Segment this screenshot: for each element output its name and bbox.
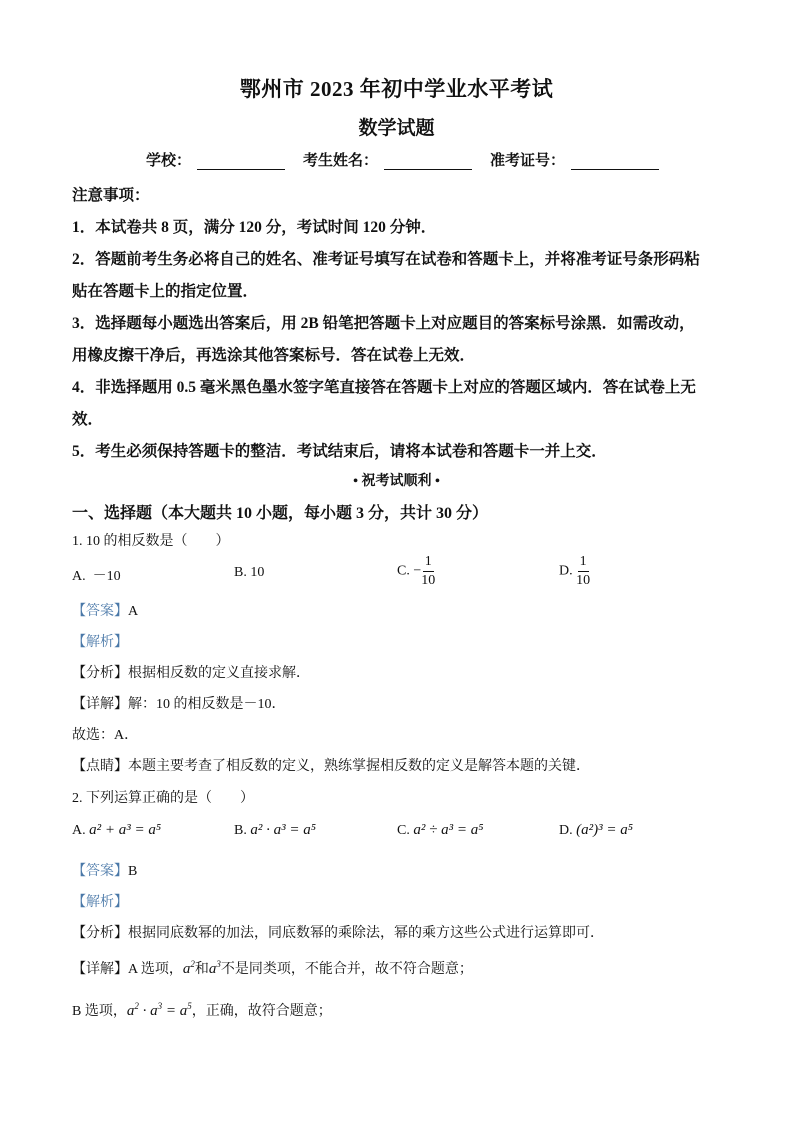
ticket-blank	[571, 155, 659, 170]
ticket-label: 准考证号：	[490, 153, 566, 169]
q1-option-c: C. − $\frac{1}{10}$	[397, 554, 436, 588]
q1-stem: 1. 10 的相反数是（ ）	[72, 534, 230, 549]
q1-answer: 【答案】A	[72, 604, 139, 619]
notice-item-3: 3．选择题每小题选出答案后，用 2B 铅笔把答题卡上对应题目的答案标号涂黑．如需改动，	[72, 315, 695, 332]
notice-item-4: 4．非选择题用 0.5 毫米黑色墨水签字笔直接答在答题卡上对应的答题区域内．答在试卷上无	[72, 379, 696, 396]
q1-xiangjie: 【详解】解：10 的相反数是－10．	[72, 697, 286, 712]
name-blank	[384, 155, 472, 170]
q1-choice: 故选：A．	[72, 728, 139, 743]
q2-analysis-label: 【解析】	[72, 895, 128, 910]
good-luck-text: • 祝考试顺利 •	[353, 474, 440, 489]
name-label: 考生姓名：	[303, 153, 379, 169]
q1-option-d: D. $\frac{1}{10}$	[559, 554, 591, 588]
section-heading: 一、选择题（本大题共 10 小题，每小题 3 分，共计 30 分）	[72, 505, 489, 522]
q1-dianjing: 【点睛】本题主要考查了相反数的定义，熟练掌握相反数的定义是解答本题的关键．	[72, 759, 590, 774]
q1-option-b: B. 10	[234, 565, 265, 580]
exam-title: 鄂州市 2023 年初中学业水平考试	[239, 77, 554, 101]
notice-item-1: 1．本试卷共 8 页，满分 120 分，考试时间 120 分钟．	[72, 219, 437, 236]
notice-item-2-cont: 贴在答题卡上的指定位置．	[72, 283, 259, 300]
q2-answer: 【答案】B	[72, 864, 138, 879]
q2-option-b: B. a² · a³ = a⁵	[234, 822, 316, 838]
school-blank	[197, 155, 285, 170]
q2-stem: 2. 下列运算正确的是（ ）	[72, 791, 254, 806]
notice-item-5: 5．考生必须保持答题卡的整洁．考试结束后，请将本试卷和答题卡一并上交．	[72, 443, 607, 460]
student-info-fields	[146, 149, 677, 170]
q2-fenxi: 【分析】根据同底数幂的加法，同底数幂的乘除法，幂的乘方这些公式进行运算即可．	[72, 926, 604, 941]
notice-item-3-cont: 用橡皮擦干净后，再选涂其他答案标号．答在试卷上无效．	[72, 347, 476, 364]
q1-option-a: A. －10	[72, 569, 121, 584]
name-field	[303, 149, 472, 170]
notice-item-2: 2．答题前考生务必将自己的姓名、准考证号填写在试卷和答题卡上，并将准考证号条形码粘	[72, 251, 700, 268]
q1-analysis-label: 【解析】	[72, 635, 128, 650]
notice-heading: 注意事项：	[72, 187, 150, 204]
q1-fenxi: 【分析】根据相反数的定义直接求解．	[72, 666, 310, 681]
exam-subtitle: 数学试题	[358, 118, 435, 139]
q2-xiangjie: 【详解】A 选项，$a^2$和$a^3$不是同类项，不能合并，故不符合题意；	[72, 959, 473, 977]
q2-option-d: D. (a²)³ = a⁵	[559, 822, 633, 838]
q2-option-a: A. a² + a³ = a⁵	[72, 822, 162, 838]
q2-option-c: C. a² ÷ a³ = a⁵	[397, 822, 484, 838]
fraction: $\frac{1}{10}$	[421, 554, 436, 588]
ticket-field	[490, 149, 659, 170]
school-label: 学校：	[146, 153, 192, 169]
notice-item-4-cont: 效．	[72, 411, 104, 428]
fraction: $\frac{1}{10}$	[576, 554, 591, 588]
q2-option-b-explanation: B 选项，$a^2 \cdot a^3 = a^5$，正确，故符合题意；	[72, 1001, 332, 1019]
school-field	[146, 149, 285, 170]
